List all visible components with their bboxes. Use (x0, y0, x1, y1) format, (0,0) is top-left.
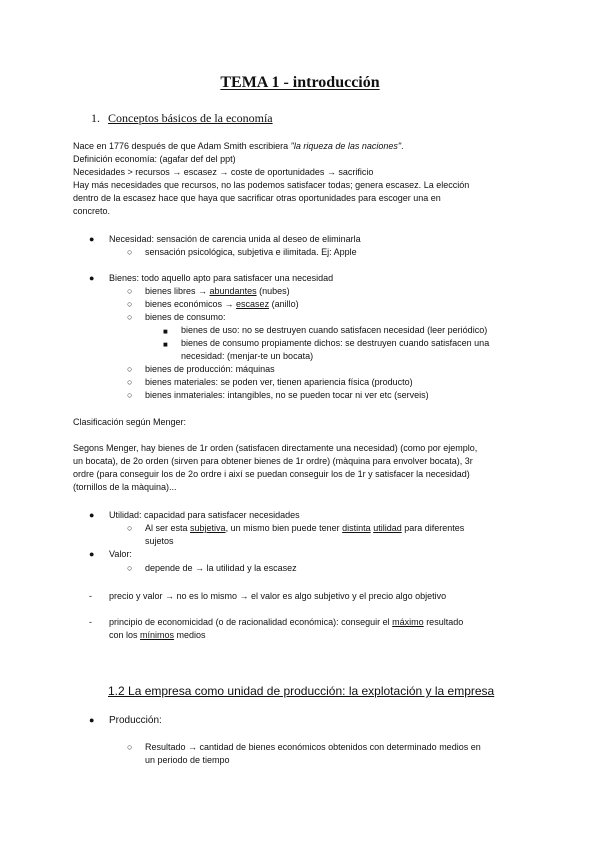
bienes-inmateriales: bienes inmateriales: intangibles, no se pueden tocar ni ver etc (serveis) (145, 390, 429, 400)
intro-line-6: concreto. (73, 206, 111, 216)
produccion-item: Producción: (109, 715, 162, 726)
circle-bullet-icon: ○ (127, 742, 133, 752)
bullet-icon: ● (89, 273, 95, 283)
utilidad-sub (145, 522, 464, 535)
circle-bullet-icon: ○ (127, 390, 133, 400)
item-text: (anillo) (269, 299, 299, 309)
bienes-propio-2: necesidad: (menjar-te un bocata) (181, 351, 314, 361)
dash-bullet-icon: - (89, 617, 92, 627)
underlined-term: abundantes (209, 286, 257, 296)
valor-sub: depende de → la utilidad y la escasez (145, 563, 297, 573)
utilidad-sub-line-2: sujetos (145, 536, 174, 546)
item-text: medios (174, 630, 206, 640)
precio-valor-item: precio y valor → no es lo mismo → el valor es algo subjetivo y el precio algo objetivo (109, 591, 447, 601)
underlined-term: escasez (236, 299, 270, 309)
menger-heading: Clasificación según Menger: (73, 417, 187, 427)
intro-line-3: Necesidades > recursos → escasez → coste de oportunidades → sacrificio (73, 167, 374, 177)
underlined-term: máximo (392, 617, 424, 627)
item-text: bienes económicos → (145, 299, 237, 309)
item-text: , un mismo bien puede tener (225, 523, 343, 533)
section-heading-1 (91, 111, 273, 125)
section-heading-2: 1.2 La empresa como unidad de producción: la explotación y la empresa (108, 684, 495, 698)
circle-bullet-icon: ○ (127, 523, 133, 533)
bienes-consumo: bienes de consumo: (145, 312, 226, 322)
bullet-icon: ● (89, 510, 95, 520)
section-number: 1. (91, 111, 100, 125)
dash-bullet-icon: - (89, 591, 92, 601)
bullet-icon: ● (89, 234, 95, 244)
necesidad-sub: sensación psicológica, subjetiva e ilimitada. Ej: Apple (145, 247, 357, 257)
bienes-economicos (145, 298, 299, 311)
book-title: "la riqueza de las naciones" (290, 141, 402, 151)
bullet-icon: ● (89, 715, 95, 725)
circle-bullet-icon: ○ (127, 312, 133, 322)
bienes-uso: bienes de uso: no se destruyen cuando satisfacen necesidad (leer periódico) (181, 325, 488, 335)
menger-line-4: (tornillos de la màquina)... (73, 482, 177, 492)
bullet-icon: ● (89, 549, 95, 559)
circle-bullet-icon: ○ (127, 299, 133, 309)
bienes-item: Bienes: todo aquello apto para satisfacer una necesidad (109, 273, 334, 283)
menger-line-3: ordre (para conseguir los de 2o ordre i així se puedan conseguir los de 1r y satisfacer la necesidad) (73, 469, 470, 479)
underlined-term: utilidad (373, 523, 402, 533)
underlined-term: mínimos (140, 630, 175, 640)
intro-line-1 (73, 140, 404, 153)
utilidad-item: Utilidad: capacidad para satisfacer necesidades (109, 510, 300, 520)
item-text: para diferentes (401, 523, 465, 533)
underlined-term: subjetiva (190, 523, 226, 533)
necesidad-item: Necesidad: sensación de carencia unida al deseo de eliminarla (109, 234, 361, 244)
underlined-term: distinta (342, 523, 371, 533)
bienes-propio-1: bienes de consumo propiamente dichos: se destruyen cuando satisfacen una (181, 338, 490, 348)
produccion-sub-line-2: un periodo de tiempo (145, 755, 230, 765)
produccion-sub: Resultado → cantidad de bienes económicos obtenidos con determinado medios en (145, 742, 481, 752)
economicidad-line-2 (109, 629, 206, 642)
bienes-produccion: bienes de producción: máquinas (145, 364, 275, 374)
circle-bullet-icon: ○ (127, 377, 133, 387)
page-title: TEMA 1 - introducción (220, 74, 380, 91)
item-text: bienes libres → (145, 286, 210, 296)
item-text: resultado (423, 617, 464, 627)
item-text: Al ser esta (145, 523, 191, 533)
menger-line-2: un bocata), de 2o orden (sirven para obtener bienes de 1r ordre) (màquina para envolver bocata), 3r (73, 456, 473, 466)
intro-line-4: Hay más necesidades que recursos, no las podemos satisfacer todas; genera escasez. La elección (73, 180, 470, 190)
intro-text: . (401, 141, 404, 151)
intro-text: Nace en 1776 después de que Adam Smith escribiera (73, 141, 291, 151)
circle-bullet-icon: ○ (127, 286, 133, 296)
circle-bullet-icon: ○ (127, 247, 133, 257)
bienes-materiales: bienes materiales: se poden ver, tienen apariencia física (producto) (145, 377, 413, 387)
square-bullet-icon: ■ (163, 327, 168, 336)
menger-line-1: Segons Menger, hay bienes de 1r orden (satisfacen directamente una necesidad) (como por ejemplo, (73, 443, 478, 453)
economicidad-item (109, 616, 463, 629)
valor-item: Valor: (109, 549, 132, 559)
circle-bullet-icon: ○ (127, 364, 133, 374)
section-title: Conceptos básicos de la economía (108, 111, 273, 125)
item-text: con los (109, 630, 141, 640)
square-bullet-icon: ■ (163, 340, 168, 349)
intro-line-5: dentro de la escasez hace que haya que sacrificar otras oportunidades para escoger una en (73, 193, 441, 203)
intro-line-2: Definición economía: (agafar def del ppt) (73, 154, 236, 164)
bienes-libres (145, 285, 290, 298)
circle-bullet-icon: ○ (127, 563, 133, 573)
item-text: (nubes) (256, 286, 290, 296)
item-text: principio de economicidad (o de racionalidad económica): conseguir el (109, 617, 393, 627)
